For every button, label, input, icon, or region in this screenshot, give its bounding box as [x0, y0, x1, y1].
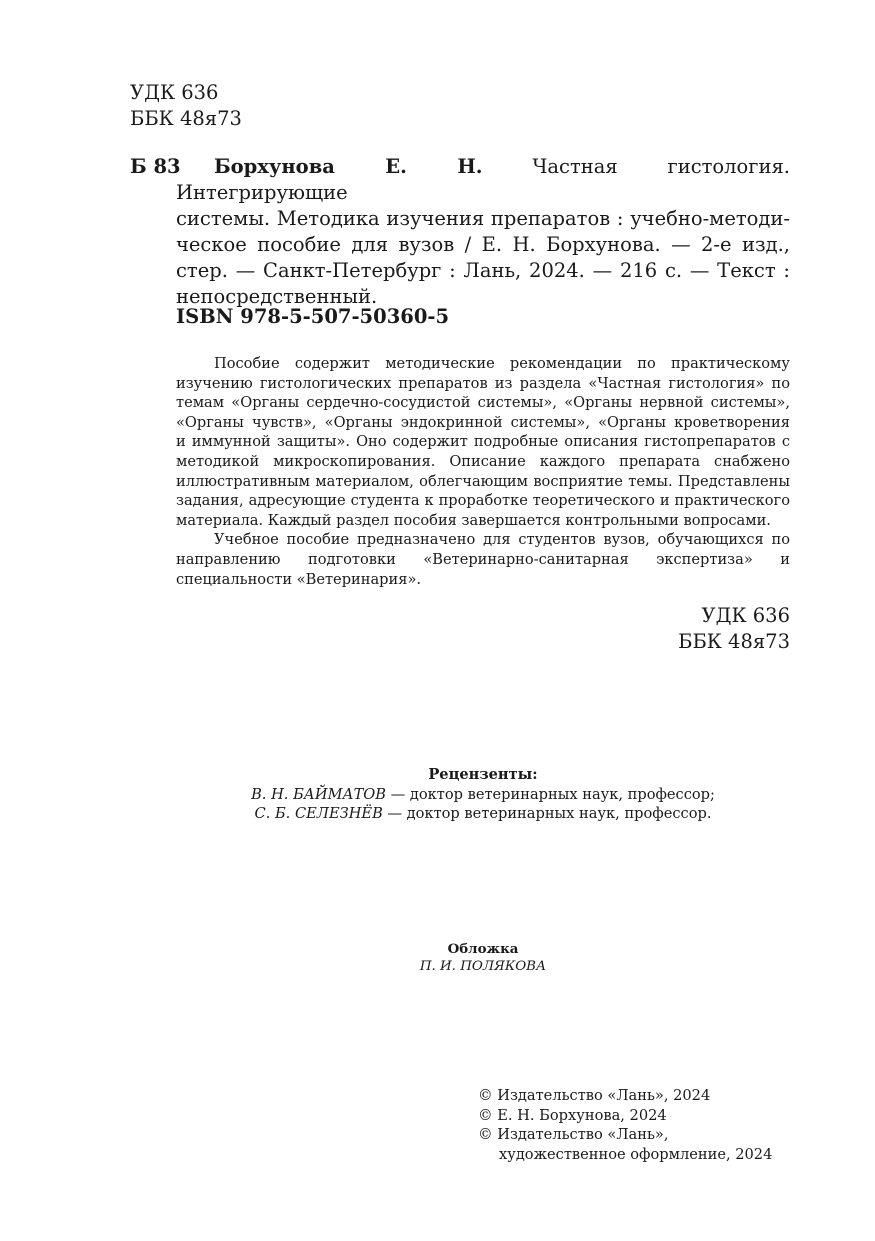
classification-top	[130, 80, 242, 132]
abstract-line: Учебное пособие предназначено для студентов вузов, обучающихся по	[214, 531, 790, 549]
reviewer-item	[176, 804, 790, 824]
abstract	[176, 354, 790, 589]
reviewers	[176, 765, 790, 824]
entry-line-3: ческое пособие для вузов / Е. Н. Борхунова. — 2-е изд.,	[176, 233, 790, 256]
abstract-line: задания, адресующие студента к проработке теоретического и практического	[176, 492, 790, 510]
reviewer-desc: — доктор ветеринарных наук, профессор;	[386, 785, 715, 803]
reviewer-name: В. Н. БАЙМАТОВ	[251, 785, 386, 803]
author-mark: Б 83	[130, 155, 181, 178]
abstract-line: Пособие содержит методические рекомендации по практическому	[214, 355, 790, 372]
abstract-line: специальности «Ветеринария».	[176, 570, 422, 588]
classification-bottom	[678, 603, 790, 655]
entry-line-2: системы. Методика изучения препаратов : учебно-методи-	[176, 207, 790, 230]
abstract-line: и иммунной защиты». Оно содержит подробные описания гистопрепаратов с	[176, 433, 790, 451]
abstract-line: методикой микроскопирования. Описание каждого препарата снабжено	[176, 452, 790, 470]
cover-designer: П. И. ПОЛЯКОВА	[419, 959, 547, 974]
abstract-line: темам «Органы сердечно-сосудистой системы», «Органы нервной системы»,	[176, 394, 790, 412]
copyright-block	[478, 1086, 772, 1164]
copyright-line: художественное оформление, 2024	[499, 1145, 773, 1163]
abstract-line: материала. Каждый раздел пособия завершается контрольными вопросами.	[176, 511, 771, 529]
udk-code: УДК 636	[130, 81, 219, 104]
cover-credit	[176, 940, 790, 976]
copyright-line: © Е. Н. Борхунова, 2024	[478, 1106, 667, 1124]
reviewer-name: С. Б. СЕЛЕЗНЁВ	[254, 805, 383, 823]
abstract-line: изучению гистологических препаратов из раздела «Частная гистология» по	[176, 374, 790, 392]
reviewer-item	[176, 785, 790, 805]
entry-line-5: непосредственный.	[176, 285, 378, 308]
abstract-line: «Органы чувств», «Органы эндокринной системы», «Органы кроветворения	[176, 413, 790, 431]
reviewer-desc: — доктор ветеринарных наук, профессор.	[382, 805, 712, 823]
cover-heading: Обложка	[447, 941, 519, 957]
bbk-code: ББК 48я73	[678, 630, 790, 653]
abstract-line: направлению подготовки «Ветеринарно-санитарная экспертиза» и	[176, 550, 790, 568]
entry-line-4: стер. — Санкт-Петербург : Лань, 2024. — 216 с. — Текст :	[176, 259, 790, 282]
copyright-line: © Издательство «Лань», 2024	[478, 1087, 711, 1104]
bibliographic-entry	[176, 154, 790, 310]
copyright-line: © Издательство «Лань»,	[478, 1126, 669, 1144]
reviewers-heading: Рецензенты:	[428, 766, 538, 783]
isbn: ISBN 978-5-507-50360-5	[176, 305, 450, 328]
bbk-code: ББК 48я73	[130, 107, 242, 130]
entry-line-1: Борхунова Е. Н. Частная гистология. Интегрирующие	[176, 155, 790, 204]
udk-code: УДК 636	[701, 604, 790, 627]
abstract-line: иллюстративным материалом, облегчающим восприятие темы. Представлены	[176, 472, 790, 490]
entry-author: Борхунова Е. Н.	[214, 155, 483, 178]
